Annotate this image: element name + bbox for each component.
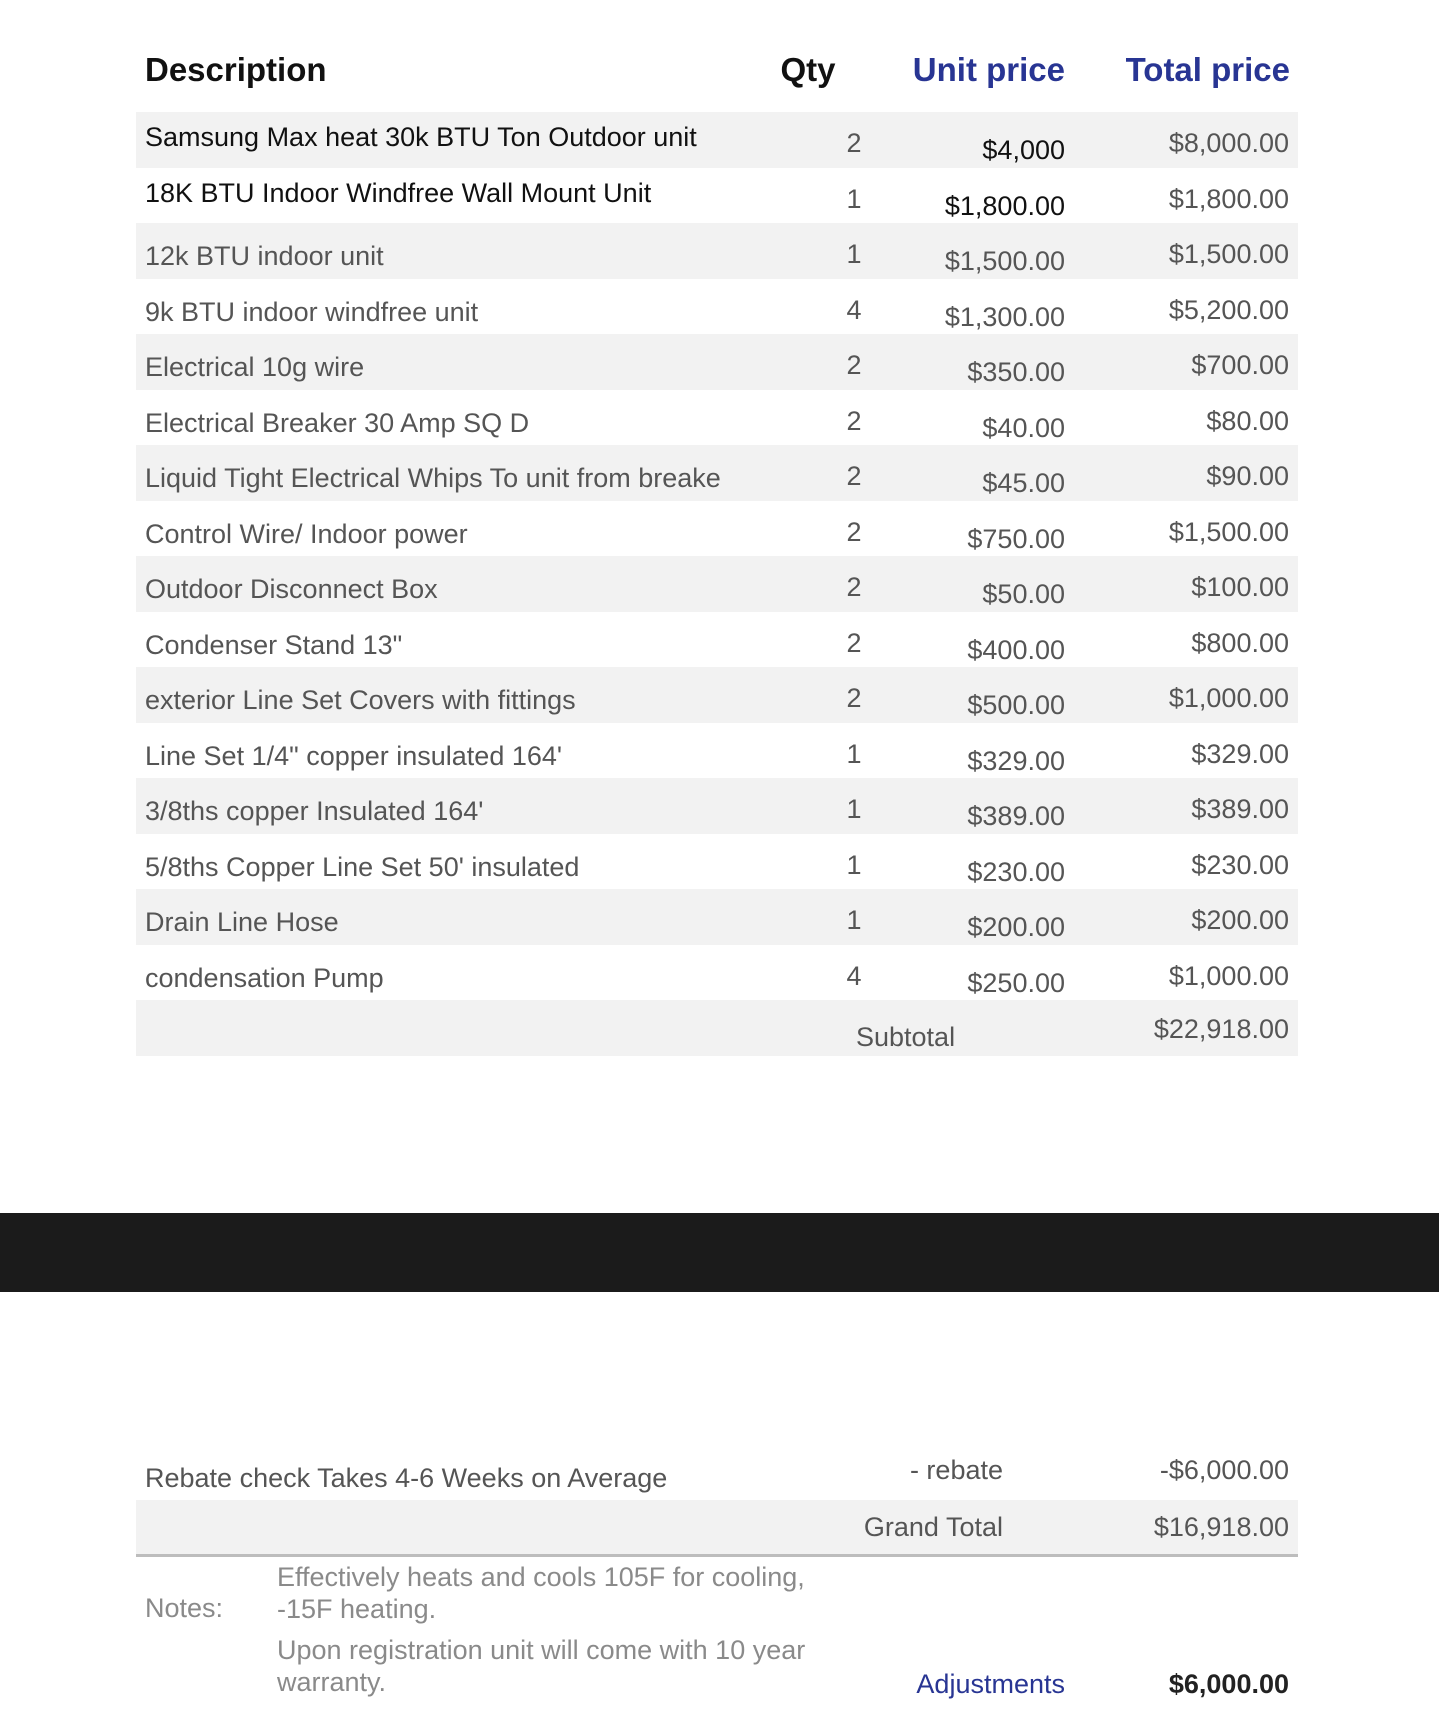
item-unit-price: $750.00 — [967, 523, 1065, 554]
item-qty: 2 — [846, 350, 862, 380]
grand-total-value: $16,918.00 — [1153, 1512, 1289, 1542]
item-qty: 4 — [846, 294, 862, 325]
note-line: Effectively heats and cools 105F for cooling, -15F heating. — [277, 1562, 805, 1624]
item-total: $80.00 — [1206, 405, 1289, 436]
subtotal-value: $22,918.00 — [1153, 1014, 1289, 1044]
table-row — [136, 445, 1298, 501]
table-row — [136, 945, 1298, 1001]
note-line: Upon registration unit will come with 10 year warranty. — [277, 1635, 806, 1697]
table-row — [136, 556, 1298, 612]
item-description: 12k BTU indoor unit — [145, 241, 384, 271]
line-items-table — [136, 112, 1298, 1056]
item-total: $1,800.00 — [1168, 183, 1289, 214]
table-row — [136, 612, 1298, 668]
item-unit-price: $45.00 — [982, 468, 1065, 498]
item-description: 5/8ths Copper Line Set 50' insulated — [145, 851, 580, 882]
item-total: $200.00 — [1191, 905, 1289, 935]
subtotal-label: Subtotal — [856, 1022, 956, 1052]
rebate-value: -$6,000.00 — [1159, 1455, 1289, 1485]
rebate-row — [136, 1440, 1298, 1500]
item-total: $800.00 — [1191, 627, 1289, 658]
item-unit-price: $40.00 — [982, 412, 1065, 443]
rebate-label: - rebate — [909, 1455, 1003, 1485]
item-total: $1,500.00 — [1168, 516, 1289, 547]
table-row — [136, 501, 1298, 557]
item-unit-price: $250.00 — [967, 967, 1065, 998]
table-row — [136, 223, 1298, 279]
item-qty: 1 — [846, 794, 862, 824]
dark-divider-band — [0, 1213, 1439, 1292]
item-unit-price: $1,500.00 — [944, 246, 1065, 276]
item-total: $5,200.00 — [1168, 294, 1289, 325]
item-qty: 1 — [846, 849, 862, 880]
item-unit-price: $50.00 — [982, 579, 1065, 609]
table-row — [136, 168, 1298, 224]
item-total: $230.00 — [1191, 849, 1289, 880]
item-qty: 1 — [846, 239, 862, 269]
table-row — [136, 778, 1298, 834]
item-unit-price: $329.00 — [967, 745, 1065, 776]
item-qty: 2 — [846, 461, 862, 491]
adjustments-value: $6,000.00 — [1168, 1669, 1289, 1699]
item-qty: 2 — [846, 627, 862, 658]
table-row — [136, 334, 1298, 390]
table-row — [136, 279, 1298, 335]
item-total: $1,000.00 — [1168, 960, 1289, 991]
item-unit-price: $4,000 — [982, 135, 1065, 165]
header-qty: Qty — [780, 51, 836, 88]
item-description: 3/8ths copper Insulated 164' — [145, 796, 484, 826]
item-total: $329.00 — [1191, 738, 1289, 769]
table-row — [136, 112, 1298, 168]
adjustments-label: Adjustments — [916, 1669, 1065, 1699]
item-qty: 2 — [846, 683, 862, 713]
item-qty: 1 — [846, 183, 862, 214]
item-qty: 2 — [846, 128, 862, 158]
item-description: Liquid Tight Electrical Whips To unit from breake — [145, 463, 721, 493]
table-row — [136, 889, 1298, 945]
item-unit-price: $1,800.00 — [944, 190, 1065, 221]
item-description: 9k BTU indoor windfree unit — [145, 296, 479, 327]
table-row — [136, 390, 1298, 446]
notes-label: Notes: — [145, 1593, 224, 1623]
item-description: Line Set 1/4" copper insulated 164' — [145, 740, 563, 771]
item-description: Electrical 10g wire — [145, 352, 365, 382]
item-qty: 1 — [846, 905, 862, 935]
item-total: $90.00 — [1206, 461, 1289, 491]
item-description: 18K BTU Indoor Windfree Wall Mount Unit — [145, 177, 652, 208]
item-description: Outdoor Disconnect Box — [145, 574, 438, 604]
item-qty: 2 — [846, 572, 862, 602]
item-unit-price: $500.00 — [967, 690, 1065, 720]
item-unit-price: $200.00 — [967, 912, 1065, 942]
grand-total-row — [136, 1500, 1298, 1557]
header-description: Description — [145, 51, 327, 88]
item-description: condensation Pump — [145, 962, 384, 993]
item-total: $1,000.00 — [1168, 683, 1289, 713]
header-unit-price: Unit price — [912, 51, 1065, 88]
item-unit-price: $389.00 — [967, 801, 1065, 831]
item-qty: 2 — [846, 405, 862, 436]
item-total: $100.00 — [1191, 572, 1289, 602]
item-unit-price: $1,300.00 — [944, 301, 1065, 332]
item-total: $389.00 — [1191, 794, 1289, 824]
item-description: Condenser Stand 13" — [145, 629, 403, 660]
item-total: $8,000.00 — [1168, 128, 1289, 158]
rebate-description: Rebate check Takes 4-6 Weeks on Average — [145, 1463, 668, 1493]
item-qty: 4 — [846, 960, 862, 991]
item-unit-price: $230.00 — [967, 856, 1065, 887]
item-qty: 1 — [846, 738, 862, 769]
item-description: Drain Line Hose — [145, 907, 339, 937]
table-row — [136, 723, 1298, 779]
header-total-price: Total price — [1125, 51, 1290, 88]
item-description: Electrical Breaker 30 Amp SQ D — [145, 407, 530, 438]
table-row — [136, 667, 1298, 723]
item-description: Samsung Max heat 30k BTU Ton Outdoor unit — [145, 122, 697, 152]
subtotal-row — [136, 1000, 1298, 1056]
item-total: $1,500.00 — [1168, 239, 1289, 269]
item-description: exterior Line Set Covers with fittings — [145, 685, 576, 715]
item-total: $700.00 — [1191, 350, 1289, 380]
item-description: Control Wire/ Indoor power — [145, 518, 468, 549]
item-unit-price: $350.00 — [967, 357, 1065, 387]
item-qty: 2 — [846, 516, 862, 547]
item-unit-price: $400.00 — [967, 634, 1065, 665]
table-row — [136, 834, 1298, 890]
grand-total-label: Grand Total — [863, 1512, 1003, 1542]
